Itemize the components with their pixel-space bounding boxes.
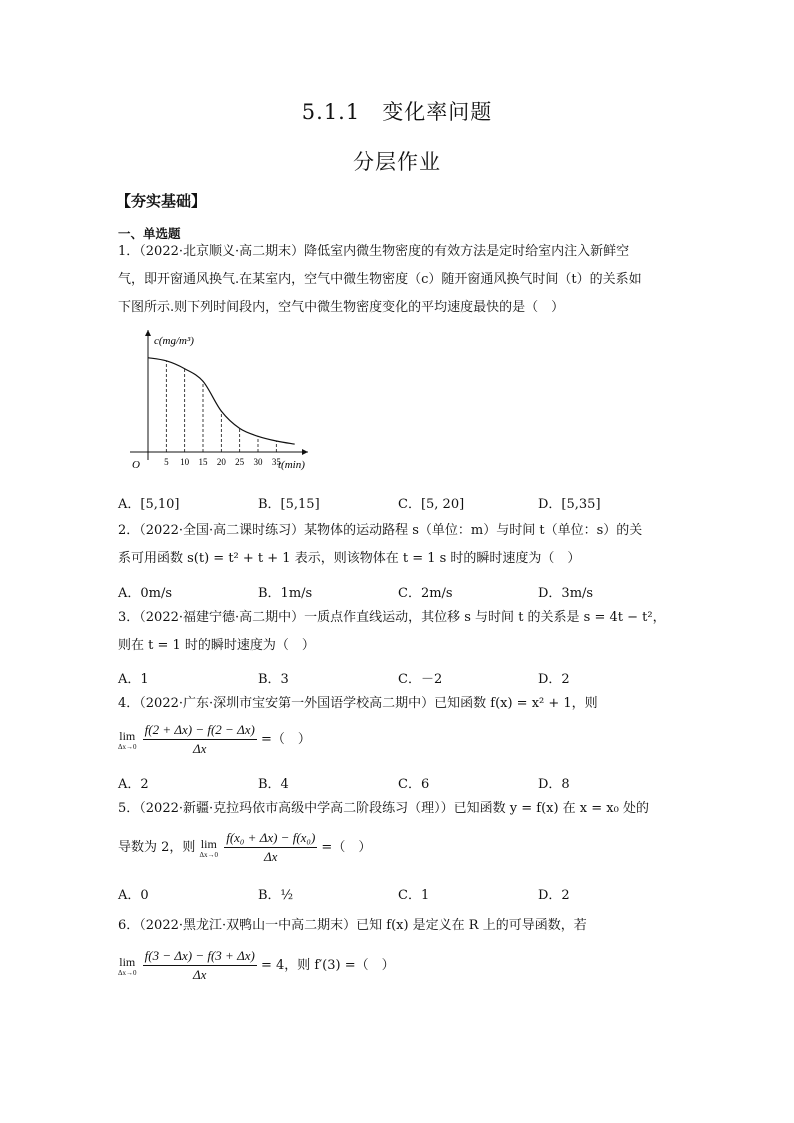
option-b[interactable]: B．½ [258,888,294,903]
question-1-line-1: 1．（2022·北京顺义·高二期末）降低室内微生物密度的有效方法是定时给室内注入新鲜空 [118,244,630,259]
question-type-heading: 一、单选题 [118,226,181,241]
difference-quotient: $\frac{f(3 - \Delta x) - f(3 + \Delta x)}{\Delta x}$ [144,948,255,982]
x-tick-label-20: 20 [216,457,226,467]
question-5-pre: 导数为 2，则 [118,840,196,855]
question-1-text [118,238,678,322]
option-b[interactable]: B．3 [258,672,289,687]
question-2-line-2: 系可用函数 s(t) = t² + t + 1 表示，则该物体在 t = 1 s 时的瞬时速度为（ ） [118,551,581,566]
x-tick-label-5: 5 [164,457,169,467]
option-b[interactable]: B．4 [258,777,289,792]
question-5-tail: =（ ） [321,840,372,855]
question-6-text [118,912,678,940]
question-4-tail: =（ ） [260,732,311,747]
option-a[interactable]: A．0m/s [118,586,173,601]
question-6-tail: = 4，则 f′(3) =（ ） [260,958,395,973]
option-c[interactable]: C．6 [398,777,430,792]
question-1-options [118,493,678,512]
density-chart [118,326,318,476]
limit-operator: lim Δx→0 [199,836,219,859]
question-5-options [118,884,678,903]
question-4-line-1: 4．（2022·广东·深圳市宝安第一外国语学校高二期中）已知函数 f(x) = x² + 1，则 [118,696,598,711]
option-d[interactable]: D．8 [538,777,570,792]
option-d[interactable]: D．3m/s [538,586,594,601]
option-a[interactable]: A．0 [118,888,149,903]
x-tick-label-15: 15 [198,457,208,467]
x-axis-arrow [302,449,308,455]
x-tick-label-25: 25 [235,457,245,467]
option-c[interactable]: C．1 [398,888,430,903]
question-6-line-1: 6．（2022·黑龙江·双鸭山一中高二期末）已知 f(x) 是定义在 R 上的可导函数，若 [118,918,587,933]
page-title: 5.1.1 变化率问题 [301,100,493,124]
question-5-formula [118,830,678,865]
option-b[interactable]: B．[5,15] [258,497,320,512]
question-4-text [118,690,678,718]
option-c[interactable]: C．[5, 20] [398,497,465,512]
question-3-line-1: 3．（2022·福建宁德·高二期中）一质点作直线运动，其位移 s 与时间 t 的关系是 s = 4t − t²， [118,610,666,625]
x-tick-label-10: 10 [180,457,190,467]
difference-quotient: $\frac{\text{f(x₀ + Δx) − f(x₀)}}{\Delta x}$ [226,830,316,864]
page-subtitle: 分层作业 [353,150,441,174]
chart-ylabel: c(mg/m³) [154,335,194,347]
option-d[interactable]: D．2 [538,888,570,903]
option-c[interactable]: C．2m/s [398,586,453,601]
x-tick-label-35: 35 [271,457,281,467]
limit-operator: lim Δx→0 [118,954,137,977]
question-2-text [118,517,678,573]
option-a[interactable]: A．1 [118,672,149,687]
option-a[interactable]: A．2 [118,777,149,792]
chart-origin: O [132,459,140,471]
section-heading: 【夯实基础】 [116,192,207,210]
question-3-text [118,604,678,660]
question-2-options [118,582,678,601]
limit-operator: lim Δx→0 [118,728,137,751]
question-2-line-1: 2．（2022·全国·高二课时练习）某物体的运动路程 s（单位：m）与时间 t（单位：s）的关 [118,523,643,538]
question-4-formula [118,722,678,757]
question-3-options [118,668,678,687]
chart-xlabel: t(min) [278,459,305,471]
option-a[interactable]: A．[5,10] [118,497,180,512]
question-3-line-2: 则在 t = 1 时的瞬时速度为（ ） [118,638,315,653]
option-d[interactable]: D．2 [538,672,570,687]
question-4-options [118,773,678,792]
y-axis-arrow [145,330,151,336]
question-1-line-3: 下图所示.则下列时间段内，空气中微生物密度变化的平均速度最快的是（ ） [118,300,565,315]
question-1-line-2: 气，即开窗通风换气.在某室内，空气中微生物密度（c）随开窗通风换气时间（t）的关系如 [118,272,642,287]
question-5-text [118,795,678,823]
question-5-line-1: 5．（2022·新疆·克拉玛依市高级中学高二阶段练习（理））已知函数 y = f(x) 在 x = x₀ 处的 [118,801,649,816]
x-tick-label-30: 30 [253,457,263,467]
option-c[interactable]: C．－2 [398,672,443,687]
question-6-formula [118,948,678,983]
option-b[interactable]: B．1m/s [258,586,313,601]
difference-quotient: $\frac{f(2 + \Delta x) - f(2 - \Delta x)}{\Delta x}$ [144,722,255,756]
option-d[interactable]: D．[5,35] [538,497,601,512]
